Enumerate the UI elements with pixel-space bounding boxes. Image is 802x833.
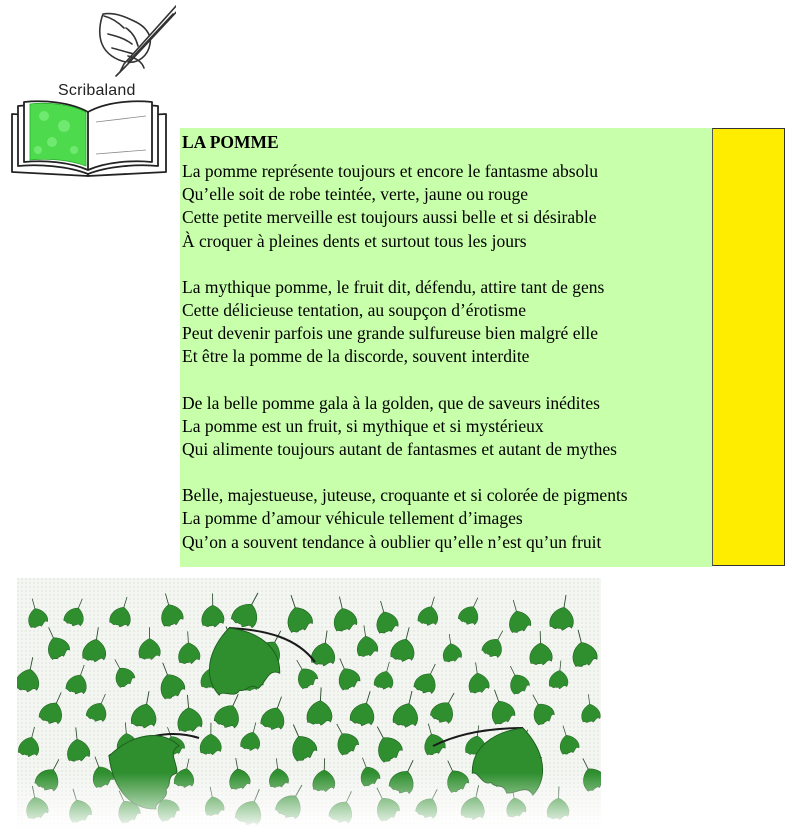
stanza-1	[182, 160, 712, 253]
stanza-3	[182, 392, 712, 462]
poem-line: Peut devenir parfois une grande sulfureuse bien malgré elle	[182, 323, 598, 344]
poem-line: Cette petite merveille est toujours aussi belle et si désirable	[182, 207, 597, 228]
stanza-2	[182, 276, 712, 369]
poem-panel	[180, 128, 712, 567]
poem-line: Et être la pomme de la discorde, souvent interdite	[182, 346, 530, 367]
poem-line: La pomme d’amour véhicule tellement d’images	[182, 508, 523, 529]
poem-title: LA POMME	[182, 132, 279, 152]
poem-line: Qui alimente toujours autant de fantasmes et autant de mythes	[182, 439, 617, 460]
logo-text: Scribaland	[58, 82, 136, 99]
poem-line: La pomme est un fruit, si mythique et si mystérieux	[182, 415, 544, 436]
poem-line: Qu’on a souvent tendance à oublier qu’elle n’est qu’un fruit	[182, 531, 602, 552]
scribaland-logo	[8, 4, 176, 180]
poem-line: De la belle pomme gala à la golden, que de saveurs inédites	[182, 392, 600, 413]
book-green-page	[30, 103, 86, 166]
poem-line: La mythique pomme, le fruit dit, défendu, attire tant de gens	[182, 276, 605, 297]
stanza-4	[182, 484, 712, 554]
poem-line: La pomme représente toujours et encore le fantasme absolu	[182, 161, 598, 181]
ginkgo-banner	[17, 578, 601, 828]
yellow-side-bar	[712, 128, 785, 566]
ginkgo-leaf-pattern-icon	[17, 578, 601, 828]
poem-line: Belle, majestueuse, juteuse, croquante et si colorée de pigments	[182, 485, 628, 506]
poem-line: À croquer à pleines dents et surtout tous les jours	[182, 230, 527, 251]
poem-line: Cette délicieuse tentation, au soupçon d’érotisme	[182, 300, 527, 321]
poem-line: Qu’elle soit de robe teintée, verte, jaune ou rouge	[182, 184, 528, 205]
